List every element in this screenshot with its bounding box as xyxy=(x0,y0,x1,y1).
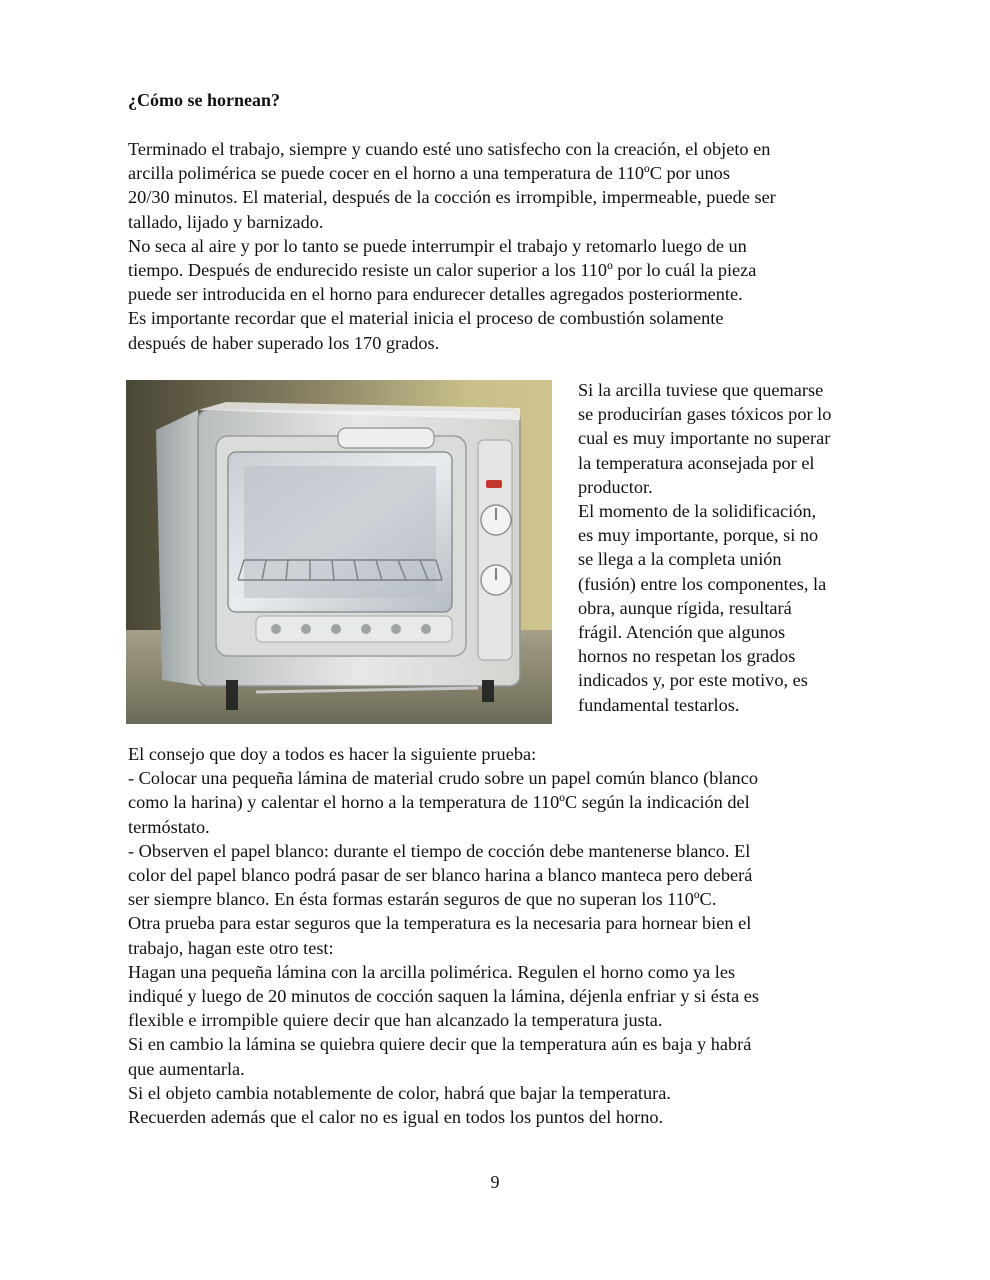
text-line: frágil. Atención que algunos xyxy=(578,622,786,643)
text-line: 20/30 minutos. El material, después de la cocción es irrompible, impermeable, puede ser xyxy=(128,187,776,208)
text-line: Si en cambio la lámina se quiebra quiere decir que la temperatura aún es baja y habrá xyxy=(128,1034,752,1055)
text-line: Es importante recordar que el material inicia el proceso de combustión solamente xyxy=(128,308,724,329)
text-line: hornos no respetan los grados xyxy=(578,646,796,667)
text-line: ser siempre blanco. En ésta formas estarán seguros de que no superan los 110ºC. xyxy=(128,889,717,910)
section-heading: ¿Cómo se hornean? xyxy=(128,90,280,110)
text-line: - Observen el papel blanco: durante el tiempo de cocción debe mantenerse blanco. El xyxy=(128,840,751,861)
text-line: como la harina) y calentar el horno a la temperatura de 110ºC según la indicación del xyxy=(128,792,750,813)
text-line: Recuerden además que el calor no es igual en todos los puntos del horno. xyxy=(128,1107,664,1128)
text-line: después de haber superado los 170 grados. xyxy=(128,332,440,353)
text-line: Terminado el trabajo, siempre y cuando esté uno satisfecho con la creación, el objeto en xyxy=(128,139,771,159)
text-line: se llega a la completa unión xyxy=(578,549,782,570)
text-line: obra, aunque rígida, resultará xyxy=(578,597,792,618)
text-line: Si la arcilla tuviese que quemarse xyxy=(578,380,824,400)
text-line: es muy importante, porque, si no xyxy=(578,525,819,546)
text-line: indiqué y luego de 20 minutos de cocción saquen la lámina, déjenla enfriar y si ésta es xyxy=(128,986,760,1007)
text-line: - Colocar una pequeña lámina de material crudo sobre un papel común blanco (blanco xyxy=(128,768,758,789)
text-line: tiempo. Después de endurecido resiste un calor superior a los 110º por lo cuál la pieza xyxy=(128,260,757,281)
page-number: 9 xyxy=(490,1172,500,1192)
intro-paragraph xyxy=(128,137,880,355)
text-line: cual es muy importante no superar xyxy=(578,428,831,449)
text-line: color del papel blanco podrá pasar de ser blanco harina a blanco manteca pero deberá xyxy=(128,865,753,886)
text-line: que aumentarla. xyxy=(128,1058,245,1079)
text-line: la temperatura aconsejada por el xyxy=(578,452,815,473)
toaster-oven-photo xyxy=(126,380,552,724)
text-line: fundamental testarlos. xyxy=(578,694,740,715)
text-line: trabajo, hagan este otro test: xyxy=(128,937,334,958)
text-line: Hagan una pequeña lámina con la arcilla polimérica. Regulen el horno como ya les xyxy=(128,961,736,982)
text-line: El consejo que doy a todos es hacer la siguiente prueba: xyxy=(128,744,537,764)
text-line: tallado, lijado y barnizado. xyxy=(128,211,324,232)
text-line: productor. xyxy=(578,476,653,497)
test-instructions-paragraph xyxy=(128,742,880,1129)
text-line: arcilla polimérica se puede cocer en el horno a una temperatura de 110ºC por unos xyxy=(128,163,730,184)
text-line: indicados y, por este motivo, es xyxy=(578,670,808,691)
text-line: puede ser introducida en el horno para endurecer detalles agregados posteriormente. xyxy=(128,284,743,305)
text-line: flexible e irrompible quiere decir que han alcanzado la temperatura justa. xyxy=(128,1010,663,1031)
text-line: se producirían gases tóxicos por lo xyxy=(578,404,832,425)
text-line: Si el objeto cambia notablemente de color, habrá que bajar la temperatura. xyxy=(128,1082,671,1103)
text-line: (fusión) entre los componentes, la xyxy=(578,573,827,594)
text-line: No seca al aire y por lo tanto se puede interrumpir el trabajo y retomarlo luego de un xyxy=(128,235,747,256)
text-line: Otra prueba para estar seguros que la temperatura es la necesaria para hornear bien el xyxy=(128,913,752,934)
side-paragraph xyxy=(578,378,888,717)
text-line: termóstato. xyxy=(128,816,210,837)
text-line: El momento de la solidificación, xyxy=(578,501,817,522)
